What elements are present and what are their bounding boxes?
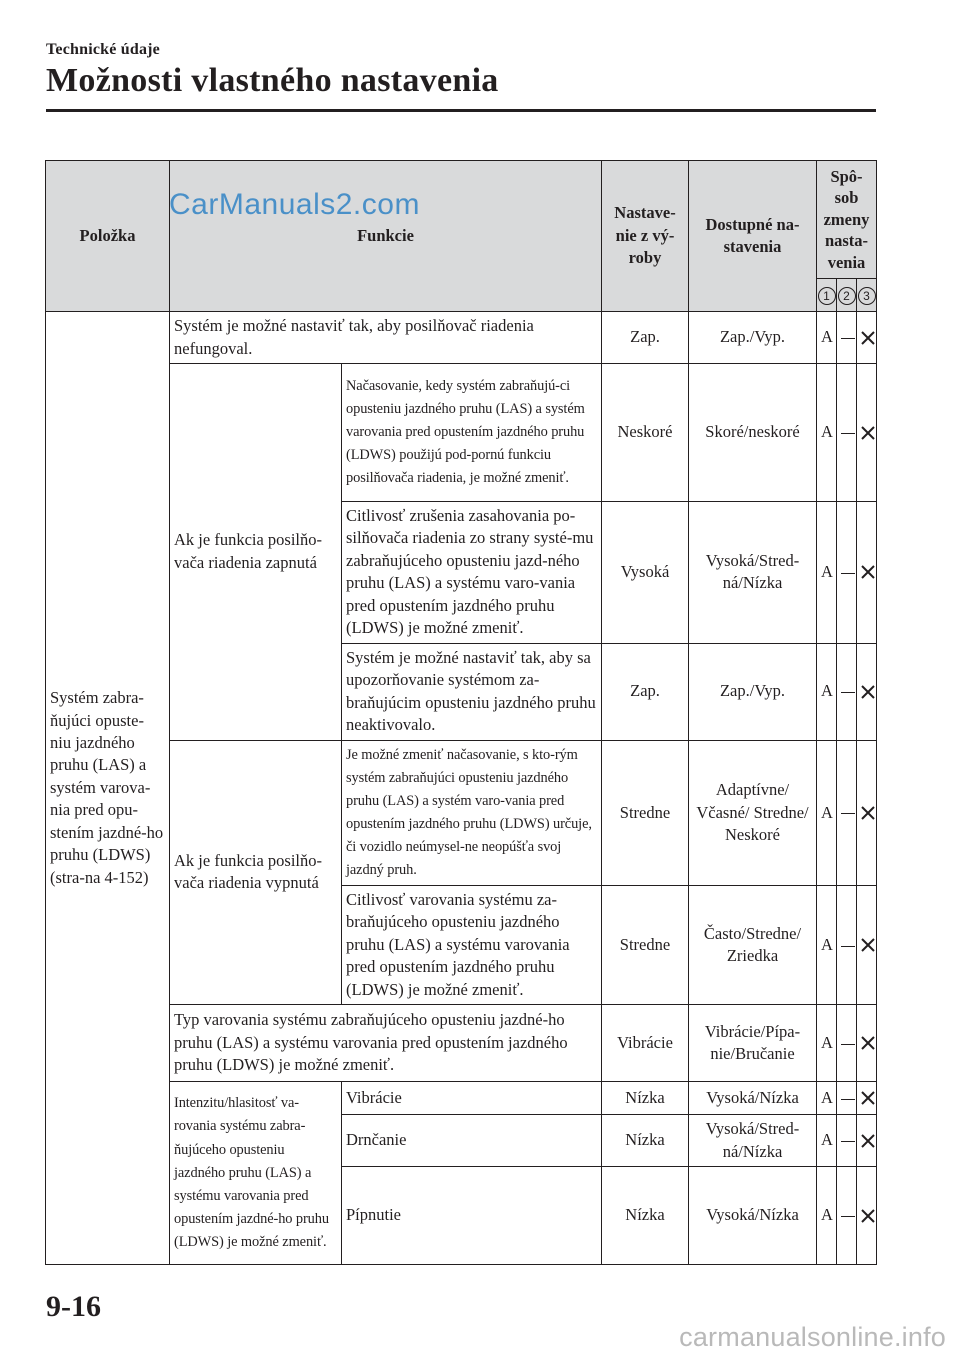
function-text: Citlivosť varovania systému za-braňujúceho opusteniu jazdného pruhu (LAS) a systému varovania pred opustením jazdného pruhu (LDWS) je možné zmeniť. bbox=[342, 885, 602, 1004]
method-1-value: A bbox=[817, 740, 837, 885]
title-rule bbox=[46, 109, 876, 112]
default-value: Stredne bbox=[602, 740, 689, 885]
cross-icon bbox=[857, 1167, 877, 1265]
function-text: Vibrácie bbox=[342, 1082, 602, 1115]
dash-icon bbox=[837, 740, 857, 885]
available-settings: Adaptívne/ Včasné/ Stredne/ Neskoré bbox=[689, 740, 817, 885]
function-text: Je možné zmeniť načasovanie, s kto-rým systém zabraňujúci opusteniu jazdného pruhu (LAS) a systém varo-vania pred opustením jazdného pruhu (LDWS) určuje, či vozidlo neúmysel-ne neopúšťa svoj jazdný pruh. bbox=[342, 740, 602, 885]
available-settings: Zap./Vyp. bbox=[689, 312, 817, 364]
method-1-value: A bbox=[817, 885, 837, 1004]
cross-icon bbox=[857, 1005, 877, 1082]
table-row bbox=[46, 312, 877, 364]
available-settings: Zap./Vyp. bbox=[689, 643, 817, 740]
method-1-value: A bbox=[817, 364, 837, 502]
cross-icon bbox=[857, 1115, 877, 1167]
method-2-header bbox=[837, 279, 857, 312]
header-available: Dostupné na-stavenia bbox=[689, 161, 817, 312]
function-text: Načasovanie, kedy systém zabraňujú-ci opusteniu jazdného pruhu (LAS) a systém varovania pred opustením jazdného pruhu (LDWS) použijú pod-pornú funkciu posilňovača riadenia, je možné zmeniť. bbox=[342, 364, 602, 502]
circled-number-3: 3 bbox=[858, 287, 876, 305]
page-title: Možnosti vlastného nastavenia bbox=[46, 62, 499, 99]
available-settings: Vibrácie/Pípa-nie/Bručanie bbox=[689, 1005, 817, 1082]
header-method: Spô-sob zmeny nasta-venia bbox=[817, 161, 877, 279]
method-1-value: A bbox=[817, 1082, 837, 1115]
dash-icon bbox=[837, 643, 857, 740]
cross-icon bbox=[857, 312, 877, 364]
dash-icon bbox=[837, 1005, 857, 1082]
default-value: Vysoká bbox=[602, 502, 689, 644]
available-settings: Často/Stredne/ Zriedka bbox=[689, 885, 817, 1004]
cross-icon bbox=[857, 740, 877, 885]
header-function: Funkcie bbox=[170, 161, 602, 312]
dash-icon bbox=[837, 312, 857, 364]
default-value: Stredne bbox=[602, 885, 689, 1004]
method-1-value: A bbox=[817, 643, 837, 740]
page-number: 9-16 bbox=[46, 1290, 101, 1323]
table-row bbox=[46, 364, 877, 502]
method-3-header bbox=[857, 279, 877, 312]
group-label-steering-off: Ak je funkcia posilňo-vača riadenia vypnutá bbox=[170, 740, 342, 1004]
method-1-value: A bbox=[817, 1115, 837, 1167]
cross-icon bbox=[857, 364, 877, 502]
watermark-logo-bottom: carmanualsonline.info bbox=[679, 1322, 946, 1352]
default-value: Nízka bbox=[602, 1115, 689, 1167]
cross-icon bbox=[857, 502, 877, 644]
method-1-value: A bbox=[817, 502, 837, 644]
dash-icon bbox=[837, 885, 857, 1004]
method-1-value: A bbox=[817, 1005, 837, 1082]
header-default: Nastave-nie z vý-roby bbox=[602, 161, 689, 312]
section-label: Technické údaje bbox=[46, 41, 160, 58]
dash-icon bbox=[837, 1082, 857, 1115]
circled-number-2: 2 bbox=[838, 287, 856, 305]
cross-icon bbox=[857, 885, 877, 1004]
method-1-value: A bbox=[817, 1167, 837, 1265]
cross-icon bbox=[857, 643, 877, 740]
function-text: Citlivosť zrušenia zasahovania po-silňovača riadenia zo strany systé-mu zabraňujúceho opusteniu jazd-ného pruhu (LAS) a systému varo-vania pred opustením jazdného pruhu (LDWS) je možné zmeniť. bbox=[342, 502, 602, 644]
default-value: Neskoré bbox=[602, 364, 689, 502]
method-1-value: A bbox=[817, 312, 837, 364]
default-value: Zap. bbox=[602, 643, 689, 740]
group-label-steering-on: Ak je funkcia posilňo-vača riadenia zapnutá bbox=[170, 364, 342, 741]
table-row bbox=[46, 1082, 877, 1115]
available-settings: Vysoká/Stred-ná/Nízka bbox=[689, 502, 817, 644]
group-label-intensity: Intenzitu/hlasitosť va-rovania systému zabra-ňujúceho opusteniu jazdného pruhu (LAS) a systému varovania pred opustením jazdné-ho pruhu (LDWS) je možné zmeniť. bbox=[170, 1082, 342, 1265]
item-name: Systém zabra-ňujúci opuste-niu jazdného pruhu (LAS) a systém varova-nia pred opu-stením jazdné-ho pruhu (LDWS) (stra-na 4-152) bbox=[46, 312, 170, 1265]
dash-icon bbox=[837, 1167, 857, 1265]
function-text: Systém je možné nastaviť tak, aby posilňovač riadenia nefungoval. bbox=[170, 312, 602, 364]
function-text: Systém je možné nastaviť tak, aby sa upozorňovanie systémom za-braňujúcim opusteniu jazdného pruhu neaktivovalo. bbox=[342, 643, 602, 740]
method-1-header bbox=[817, 279, 837, 312]
available-settings: Vysoká/Stred-ná/Nízka bbox=[689, 1115, 817, 1167]
header-item: Položka bbox=[46, 161, 170, 312]
function-text: Typ varovania systému zabraňujúceho opusteniu jazdné-ho pruhu (LAS) a systému varovania pred opustením jazdného pruhu (LDWS) je možné zmeniť. bbox=[170, 1005, 602, 1082]
default-value: Vibrácie bbox=[602, 1005, 689, 1082]
available-settings: Skoré/neskoré bbox=[689, 364, 817, 502]
circled-number-1: 1 bbox=[818, 287, 836, 305]
dash-icon bbox=[837, 1115, 857, 1167]
default-value: Zap. bbox=[602, 312, 689, 364]
available-settings: Vysoká/Nízka bbox=[689, 1167, 817, 1265]
dash-icon bbox=[837, 364, 857, 502]
function-text: Drnčanie bbox=[342, 1115, 602, 1167]
customization-table bbox=[45, 160, 877, 1265]
default-value: Nízka bbox=[602, 1167, 689, 1265]
cross-icon bbox=[857, 1082, 877, 1115]
dash-icon bbox=[837, 502, 857, 644]
available-settings: Vysoká/Nízka bbox=[689, 1082, 817, 1115]
watermark-logo-top: CarManuals2.com bbox=[169, 188, 420, 221]
table-row bbox=[46, 740, 877, 885]
function-text: Pípnutie bbox=[342, 1167, 602, 1265]
default-value: Nízka bbox=[602, 1082, 689, 1115]
table-row bbox=[46, 1005, 877, 1082]
